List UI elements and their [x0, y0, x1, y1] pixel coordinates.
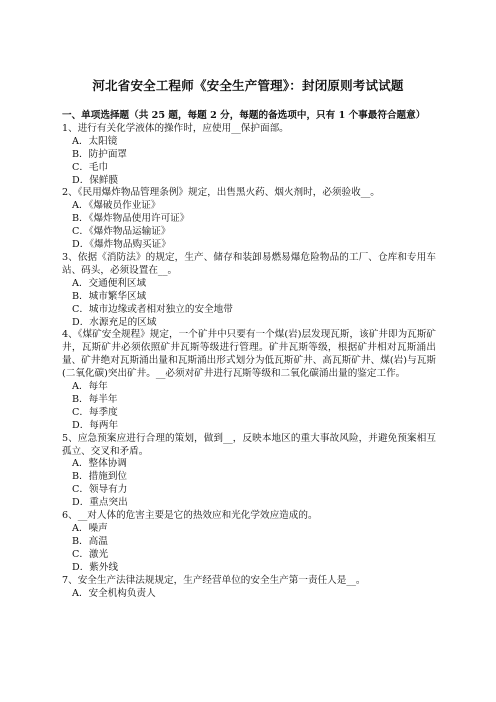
option-a: A．安全机构负责人	[72, 587, 156, 599]
question-2	[62, 187, 436, 252]
section-heading: 一、单项选择题（共 25 题，每题 2 分，每题的备选项中，只有 1 个事最符合题意）	[62, 110, 426, 121]
option-c: C．每季度	[72, 406, 118, 418]
option-d: D．每两年	[72, 419, 119, 431]
option-b: B．每半年	[72, 393, 118, 405]
option-d: D．保鲜膜	[72, 174, 119, 186]
option-c: C．《爆炸物品运输证》	[72, 226, 171, 238]
option-a: A．太阳镜	[72, 135, 118, 147]
question-stem: 4、《煤矿安全规程》规定，一个矿井中只要有一个煤(岩)层发现瓦斯，该矿井即为瓦斯矿井，瓦斯矿井必须依照矿井瓦斯等级进行管理。矿井瓦斯等级，根据矿井相对瓦斯涌出量、矿井绝对瓦斯涌出量和瓦斯涌出形式划分为低瓦斯矿井、高瓦斯矿井、煤(岩)与瓦斯(二氧化碳)突出矿井。__必须对矿井进行瓦斯等级和二氧化碳涌出量的鉴定工作。	[62, 329, 436, 380]
option-c: C．城市边缘或者相对独立的安全地带	[72, 303, 233, 315]
option-d: D．紫外线	[72, 561, 119, 573]
option-a: A．每年	[72, 381, 108, 393]
option-b: B．措施到位	[72, 471, 128, 483]
option-b: B．《爆炸物品使用许可证》	[72, 213, 190, 225]
option-d: D．《爆炸物品购买证》	[72, 239, 171, 251]
question-stem: 2、《民用爆炸物品管理条例》规定，出售黑火药、烟火剂时，必须验收__。	[62, 187, 380, 199]
page-title: 河北省安全工程师《安全生产管理》：封闭原则考试试题	[92, 78, 404, 93]
option-a: A．整体协调	[72, 458, 127, 470]
option-b: B．高温	[72, 535, 108, 547]
question-6	[62, 510, 436, 575]
question-1	[62, 123, 436, 188]
question-stem: 6、__对人体的危害主要是它的热效应和光化学效应造成的。	[62, 510, 318, 522]
option-c: C．激光	[72, 548, 109, 560]
option-a: A．交通便利区域	[72, 277, 147, 289]
question-list	[62, 110, 436, 600]
option-b: B．防护面罩	[72, 148, 128, 160]
option-c: C．领导有力	[72, 484, 128, 496]
option-b: B．城市繁华区域	[72, 290, 147, 302]
option-d: D．水源充足的区域	[72, 316, 157, 328]
option-a: A．《爆破员作业证》	[72, 200, 161, 212]
option-a: A．噪声	[72, 523, 108, 534]
question-stem: 3、依据《消防法》的规定，生产、储存和装卸易燃易爆危险物品的工厂、仓库和专用车站、码头，必须设置在__。	[62, 251, 436, 276]
question-stem: 1、进行有关化学液体的操作时，应使用__保护面部。	[62, 122, 289, 134]
option-d: D．重点突出	[72, 497, 128, 509]
question-5	[62, 433, 436, 510]
question-stem: 5、应急预案应进行合理的策划，做到__，反映本地区的重大事故风险，并避免预案相互孤立、交叉和矛盾。	[62, 432, 436, 457]
question-7	[62, 575, 436, 601]
option-c: C．毛巾	[72, 161, 109, 173]
question-3	[62, 252, 436, 329]
question-4	[62, 329, 436, 432]
question-stem: 7、安全生产法律法规规定，生产经营单位的安全生产第一责任人是__。	[62, 574, 366, 586]
